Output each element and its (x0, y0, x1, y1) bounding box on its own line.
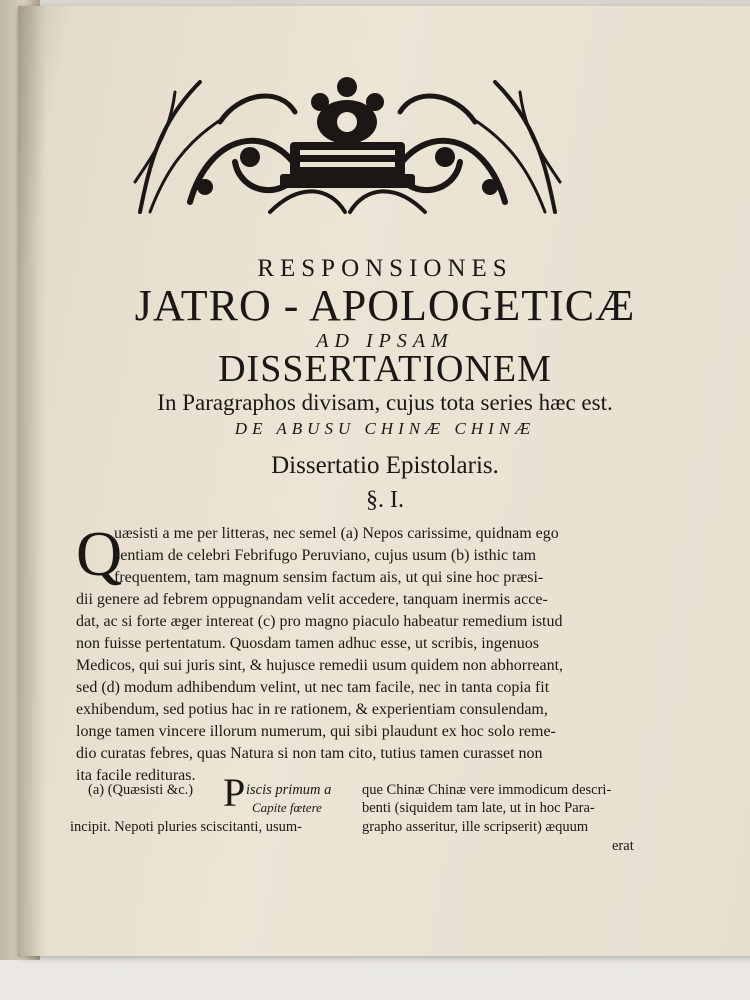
body-line: uæsisti a me per litteras, nec semel (a) Nepos carissime, quidnam ego (114, 525, 559, 542)
body-line: sed (d) modum adhibendum velint, ut nec tam facile, nec in tanta copia fit (76, 679, 550, 696)
floral-headpiece-ornament-icon (130, 62, 565, 222)
footnote-line: incipit. Nepoti pluries sciscitanti, usum- (70, 819, 302, 835)
subtitle-de-abusu: DE ABUSU CHINÆ CHINÆ (234, 419, 536, 438)
title-line-responsiones: RESPONSIONES (257, 255, 513, 282)
footnote-mid-line: iscis primum a (246, 782, 332, 798)
footnote-line: que Chinæ Chinæ vere immodicum descri- (362, 782, 612, 798)
footnote-line: grapho asseritur, ille scripserit) æquum (362, 819, 589, 835)
body-line: non fuisse pertentatum. Quosdam tamen adhuc esse, ut scribis, ingenuos (76, 635, 540, 652)
title-line-ad-ipsam: AD IPSAM (316, 330, 454, 352)
body-line: dat, ac si forte æger intereat (c) pro magno piaculo habeatur remedium istud (76, 613, 563, 630)
body-line: ita facile redituras. (76, 767, 196, 784)
catchword: erat (612, 838, 634, 854)
body-line: frequentem, tam magnum sensim factum ais, ut qui sine hoc præsi- (114, 569, 544, 586)
drop-cap: Q (76, 518, 123, 589)
title-line-dissertationem: DISSERTATIONEM (218, 348, 552, 390)
footnote-big-letter: P (223, 770, 246, 815)
subtitle-line: In Paragraphos divisam, cujus tota series hæc est. (157, 390, 613, 415)
body-line: Medicos, qui sui juris sint, & hujusce remedii usum quidem non abhorreant, (76, 657, 564, 674)
section-mark: §. I. (366, 487, 404, 513)
page-fold-shadow (18, 6, 46, 956)
dissertatio-heading: Dissertatio Epistolaris. (271, 452, 499, 479)
body-line: longe tamen vincere illorum numerum, qui sibi plaudunt ex hoc solo reme- (76, 723, 556, 740)
body-line: dii genere ad febrem oppugnandam velit accedere, tanquam inermis acce- (76, 591, 548, 608)
title-line-jatro-apologeticae: JATRO - APOLOGETICÆ (134, 281, 636, 330)
body-line: sentiam de celebri Febrifugo Peruviano, cujus usum (b) isthic tam (114, 547, 537, 564)
footnote-line: benti (siquidem tam late, ut in hoc Para- (362, 800, 595, 816)
body-line: exhibendum, sed potius hac in re rationem, & experientiam consulendam, (76, 701, 548, 718)
footnote-mid-line: Capite fœtere (252, 800, 322, 815)
footnote-ref: (a) (Quæsisti &c.) (88, 782, 194, 798)
body-line: dio curatas febres, quas Natura si non tam cito, tutius tamen curasset non (76, 745, 543, 762)
